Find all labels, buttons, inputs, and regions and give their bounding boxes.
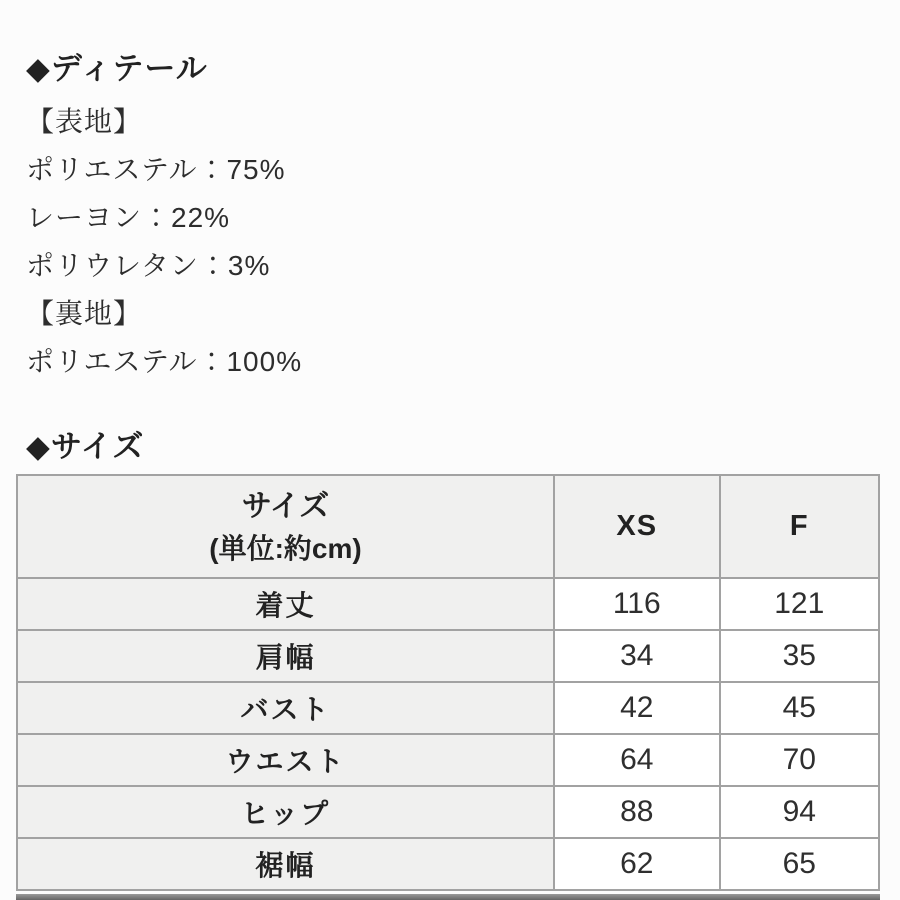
measure-value-f: 121 [720, 578, 879, 630]
fabric-line-outer-label: 【表地】 [26, 106, 143, 137]
measure-value-xs: 62 [554, 838, 720, 890]
measure-label: ウエスト [17, 734, 554, 786]
size-header-title: サイズ [241, 489, 330, 523]
column-header-f: F [720, 475, 879, 578]
measure-value-xs: 116 [554, 578, 720, 630]
size-header-cell [17, 475, 554, 578]
measure-value-xs: 34 [554, 630, 720, 682]
size-table-header-row [17, 475, 879, 578]
table-row [17, 682, 879, 734]
measure-value-xs: 88 [554, 786, 720, 838]
table-row [17, 838, 879, 890]
size-section-heading: ◆サイズ [26, 429, 145, 464]
table-row [17, 786, 879, 838]
table-row [17, 630, 879, 682]
table-row [17, 734, 879, 786]
measure-label: バスト [17, 682, 554, 734]
fabric-line-lining-polyester: ポリエステル：100% [26, 346, 303, 377]
measure-value-f: 65 [720, 838, 879, 890]
measure-value-xs: 42 [554, 682, 720, 734]
size-header-unit: (単位:約cm) [209, 532, 362, 564]
fabric-line-lining-label: 【裏地】 [26, 298, 143, 329]
measure-label: 肩幅 [17, 630, 554, 682]
fabric-line-polyurethane: ポリウレタン：3% [26, 250, 271, 281]
size-table-wrap [16, 474, 880, 891]
column-header-xs: XS [554, 475, 720, 578]
measure-value-f: 70 [720, 734, 879, 786]
measure-value-f: 45 [720, 682, 879, 734]
fabric-line-rayon: レーヨン：22% [26, 202, 231, 233]
fabric-composition-list [26, 98, 880, 386]
detail-section-heading: ◆ディテール [26, 51, 208, 86]
table-row [17, 578, 879, 630]
fabric-line-polyester: ポリエステル：75% [26, 154, 286, 185]
size-chart-table [16, 474, 880, 891]
measure-label: 着丈 [17, 578, 554, 630]
measure-label: 裾幅 [17, 838, 554, 890]
next-section-edge [16, 894, 880, 900]
measure-label: ヒップ [17, 786, 554, 838]
measure-value-f: 35 [720, 630, 879, 682]
measure-value-f: 94 [720, 786, 879, 838]
measure-value-xs: 64 [554, 734, 720, 786]
